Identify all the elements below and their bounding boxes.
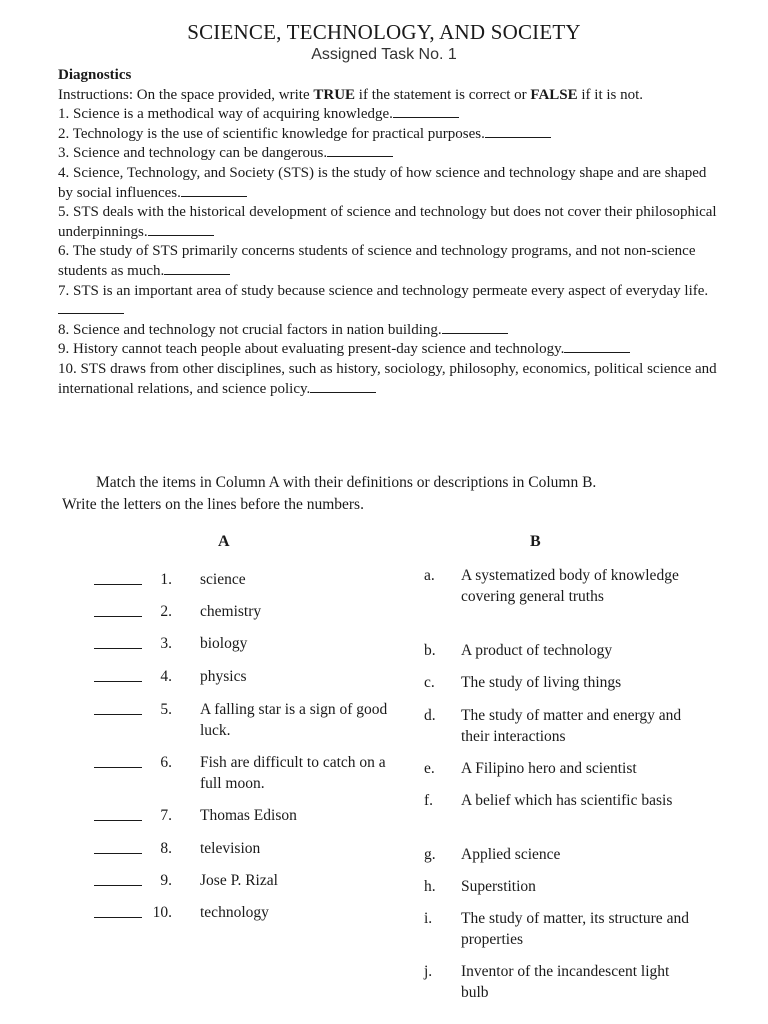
match-answer-blank[interactable] bbox=[94, 616, 142, 617]
answer-blank[interactable] bbox=[164, 262, 230, 275]
match-answer-blank[interactable] bbox=[94, 885, 142, 886]
match-answer-blank[interactable] bbox=[94, 853, 142, 854]
answer-blank[interactable] bbox=[148, 223, 214, 236]
diagnostic-item: 4. Science, Technology, and Society (STS) is the study of how science and technology shape and are shaped by social influences. bbox=[58, 164, 707, 201]
answer-blank[interactable] bbox=[327, 144, 393, 157]
instructions-prefix: Instructions: On the space provided, write bbox=[58, 86, 314, 103]
diagnostic-item: 8. Science and technology not crucial factors in nation building. bbox=[58, 321, 718, 341]
match-answer-blank[interactable] bbox=[94, 767, 142, 768]
instructions-middle: if the statement is correct or bbox=[355, 86, 531, 103]
true-keyword: TRUE bbox=[313, 86, 356, 103]
diagnostic-item: 3. Science and technology can be dangerous. bbox=[58, 144, 718, 164]
match-answer-blank[interactable] bbox=[94, 584, 142, 585]
false-keyword: FALSE bbox=[530, 86, 578, 103]
answer-blank[interactable] bbox=[393, 105, 459, 118]
matching-instructions-line1: Match the items in Column A with their definitions or descriptions in Column B. bbox=[96, 474, 597, 491]
diagnostics-section bbox=[58, 66, 718, 399]
answer-blank[interactable] bbox=[564, 340, 630, 353]
match-answer-blank[interactable] bbox=[94, 820, 142, 821]
diagnostic-item: 10. STS draws from other disciplines, such as history, sociology, philosophy, economics, political science and international relations, and science policy. bbox=[58, 360, 717, 397]
diagnostic-item: 5. STS deals with the historical development of science and technology but does not cover their philosophical underpinnings. bbox=[58, 204, 717, 240]
diagnostic-item: 7. STS is an important area of study because science and technology permeate every aspect of everyday life. bbox=[58, 282, 718, 321]
diagnostic-item: 2. Technology is the use of scientific knowledge for practical purposes. bbox=[58, 125, 718, 145]
page-title: SCIENCE, TECHNOLOGY, AND SOCIETY bbox=[187, 20, 581, 44]
matching-instructions-line2: Write the letters on the lines before the numbers. bbox=[62, 496, 364, 513]
answer-blank[interactable] bbox=[442, 321, 508, 334]
page-subtitle: Assigned Task No. 1 bbox=[311, 46, 457, 63]
diagnostic-item: 1. Science is a methodical way of acquiring knowledge. bbox=[58, 105, 718, 125]
diagnostic-item: 6. The study of STS primarily concerns students of science and technology programs, and not non-science students as much. bbox=[58, 243, 696, 279]
diagnostic-item: 9. History cannot teach people about evaluating present-day science and technology. bbox=[58, 340, 718, 360]
answer-blank[interactable] bbox=[310, 380, 376, 393]
diagnostics-instructions bbox=[58, 86, 718, 106]
match-answer-blank[interactable] bbox=[94, 648, 142, 649]
matching-instructions bbox=[62, 472, 722, 516]
answer-blank[interactable] bbox=[58, 301, 124, 314]
match-answer-blank[interactable] bbox=[94, 714, 142, 715]
column-b-heading: B bbox=[530, 533, 541, 550]
column-a-heading: A bbox=[218, 533, 230, 550]
instructions-suffix: if it is not. bbox=[577, 86, 644, 103]
match-answer-blank[interactable] bbox=[94, 681, 142, 682]
answer-blank[interactable] bbox=[181, 184, 247, 197]
answer-blank[interactable] bbox=[485, 125, 551, 138]
match-answer-blank[interactable] bbox=[94, 917, 142, 918]
diagnostics-heading: Diagnostics bbox=[58, 67, 132, 83]
